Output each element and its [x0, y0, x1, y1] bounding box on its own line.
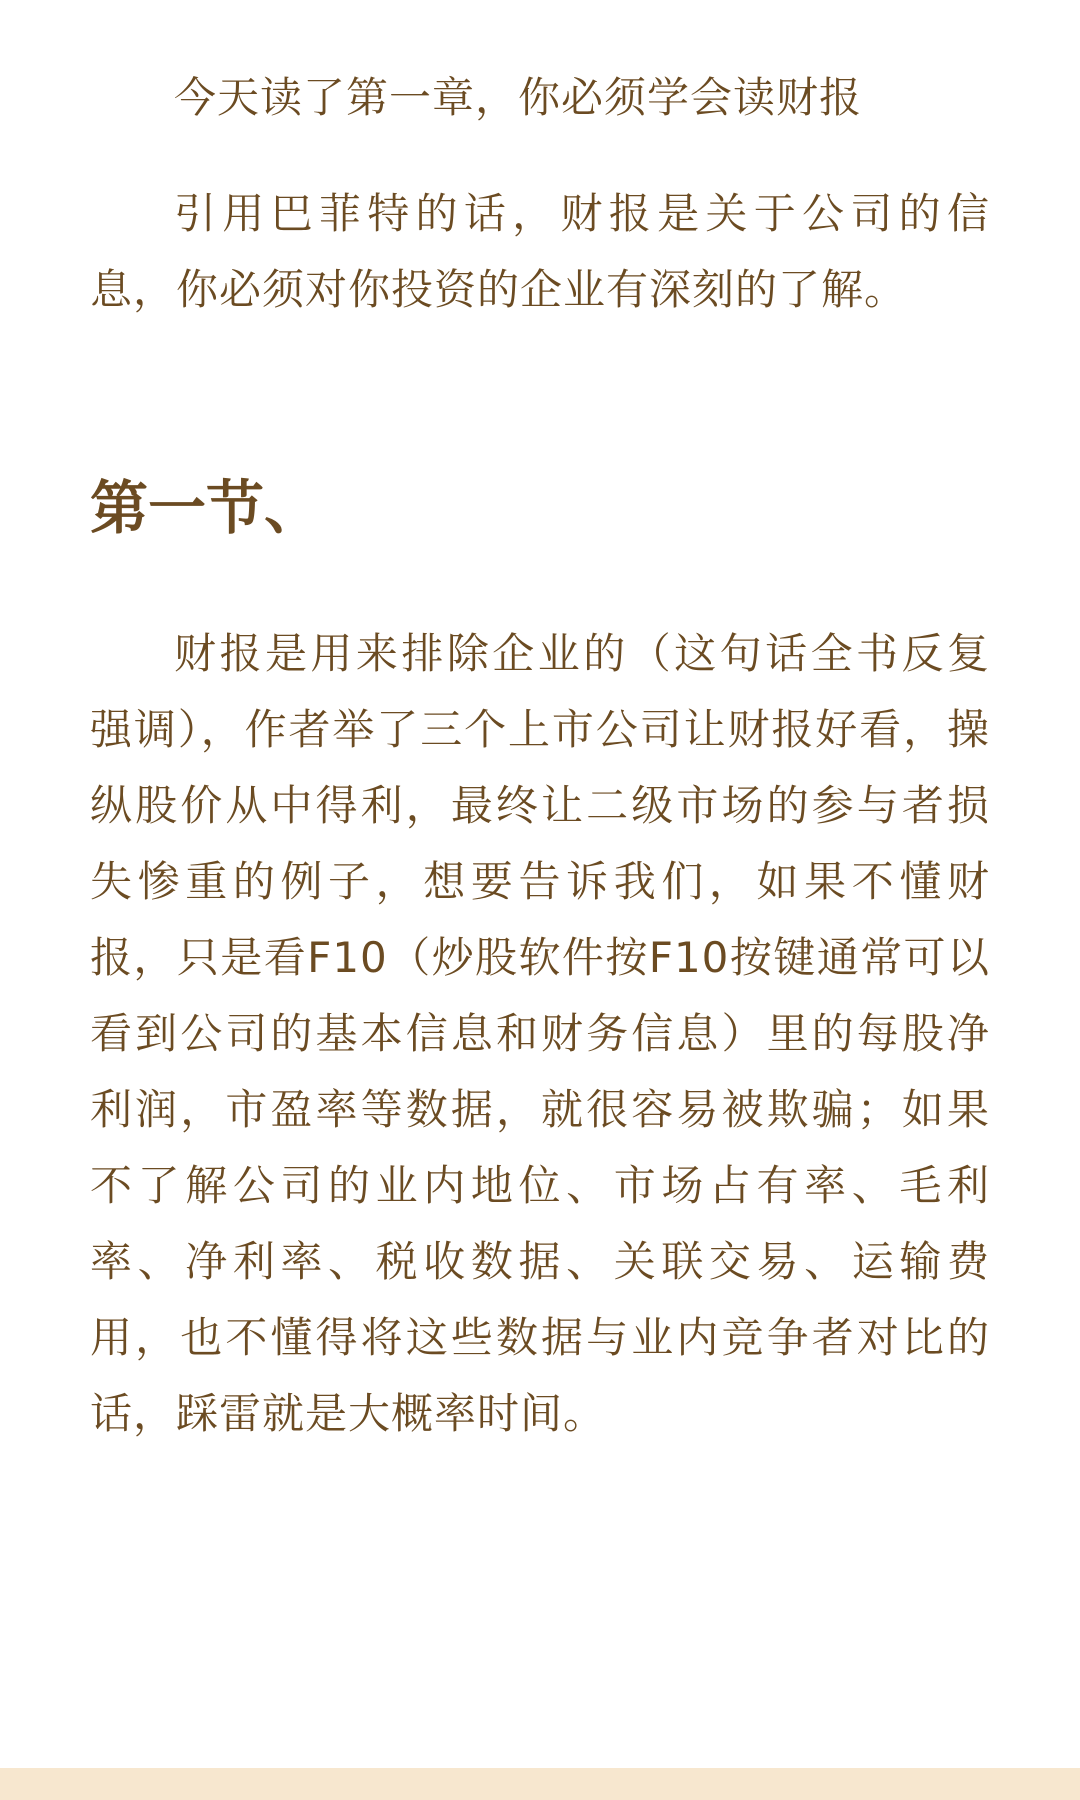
section-heading: 第一节、 [90, 474, 323, 542]
intro-line: 今天读了第一章，你必须学会读财报 [174, 73, 863, 122]
footer-strip [0, 1768, 1080, 1800]
body-paragraph: 财报是用来排除企业的（这句话全书反复强调），作者举了三个上市公司让财报好看，操纵股价从中得利，最终让二级市场的参与者损失惨重的例子，想要告诉我们，如果不懂财报，只是看F10（炒股软件按F10按键通常可以看到公司的基本信息和财务信息）里的每股净利润，市盈率等数据，就很容易被欺骗；如果不了解公司的业内地位、市场占有率、毛利率、净利率、税收数据、关联交易、运输费用，也不懂得将这些数据与业内竞争者对比的话，踩雷就是大概率时间。 [90, 629, 990, 1438]
quote-paragraph: 引用巴菲特的话，财报是关于公司的信息，你必须对你投资的企业有深刻的了解。 [90, 189, 990, 314]
